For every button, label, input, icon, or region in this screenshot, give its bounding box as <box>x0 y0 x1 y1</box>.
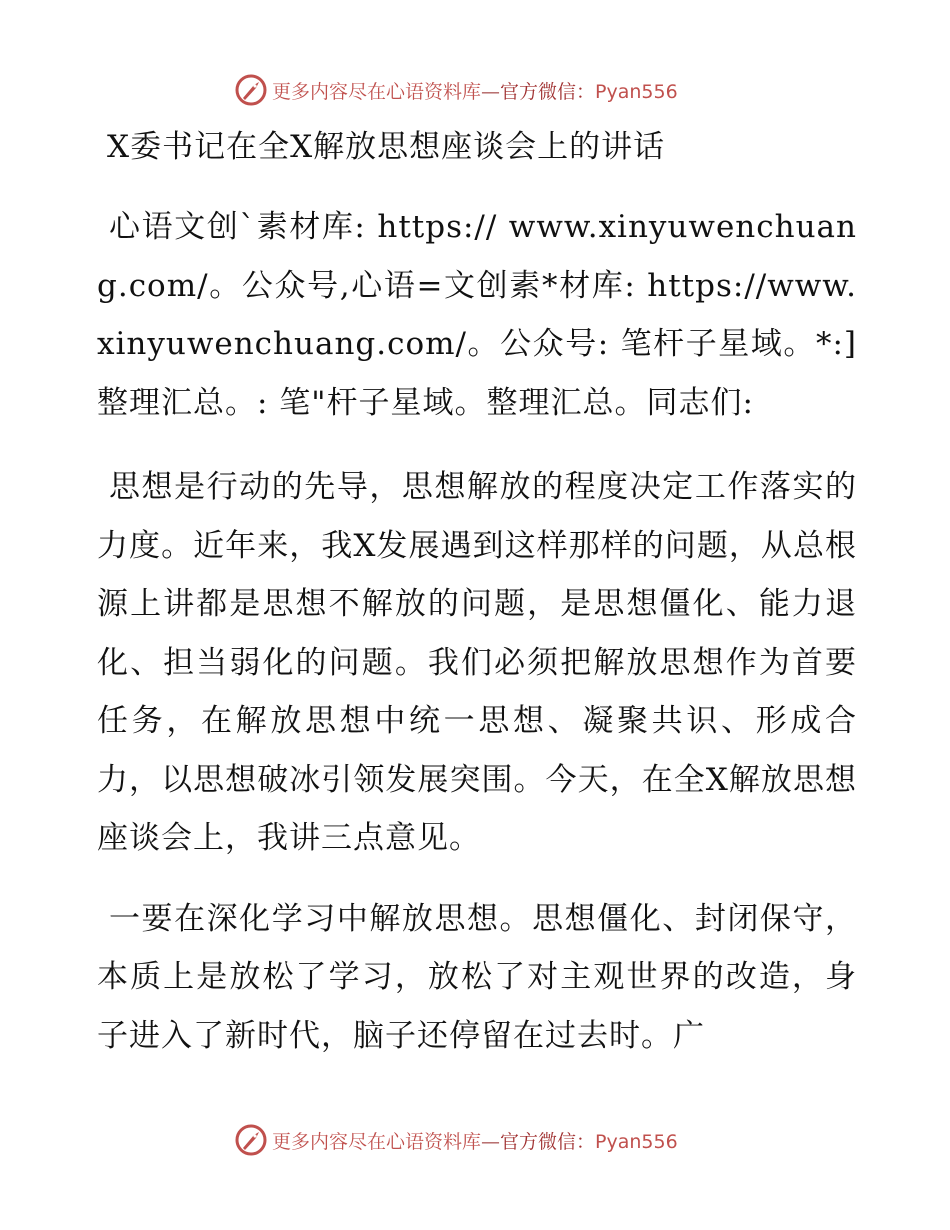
paragraph-1-text: 思想是行动的先导，思想解放的程度决定工作落实的力度。近年来，我X发展遇到这样那样的问题，从总根源上讲都是思想不解放的问题，是思想僵化、能力退化、担当弱化的问题。我们必须把解放思想作为首要任务，在解放思想中统一思想、凝聚共识、形成合力，以思想破冰引领发展突围。今天，在全X解放思想座谈会上，我讲三点意见。 <box>97 469 857 856</box>
paragraph-1 <box>97 458 857 868</box>
intro-text: 心语文创`素材库: https:// www.xinyuwenchuang.com/。公众号,心语=文创素*材库: https://www.xinyuwenchuang.com/。公众号: 笔杆子星域。*:]整理汇总。: 笔"杆子星域。整理汇总。同志们: <box>97 209 857 421</box>
banner-dash: — <box>481 1130 501 1153</box>
paragraph-2 <box>97 890 857 1066</box>
banner-text <box>272 1127 678 1154</box>
banner-text <box>272 77 678 104</box>
banner-wechat-id: Pyan556 <box>595 80 678 103</box>
document-body <box>97 118 857 1065</box>
intro-paragraph <box>97 198 857 432</box>
header-banner <box>234 70 754 110</box>
document-title: X委书记在全X解放思想座谈会上的讲话 <box>107 129 666 165</box>
banner-wechat-id: Pyan556 <box>595 1130 678 1153</box>
pen-nib-logo-icon <box>234 1123 268 1157</box>
banner-wechat-label: 官方微信： <box>500 1130 596 1153</box>
footer-banner <box>234 1120 754 1160</box>
banner-wechat-label: 官方微信： <box>500 80 596 103</box>
banner-main-text: 更多内容尽在心语资料库 <box>272 1130 482 1153</box>
banner-dash: — <box>481 80 501 103</box>
pen-nib-logo-icon <box>234 73 268 107</box>
paragraph-2-text: 一要在深化学习中解放思想。思想僵化、封闭保守，本质上是放松了学习，放松了对主观世界的改造，身子进入了新时代，脑子还停留在过去时。广 <box>97 900 857 1054</box>
banner-main-text: 更多内容尽在心语资料库 <box>272 80 482 103</box>
